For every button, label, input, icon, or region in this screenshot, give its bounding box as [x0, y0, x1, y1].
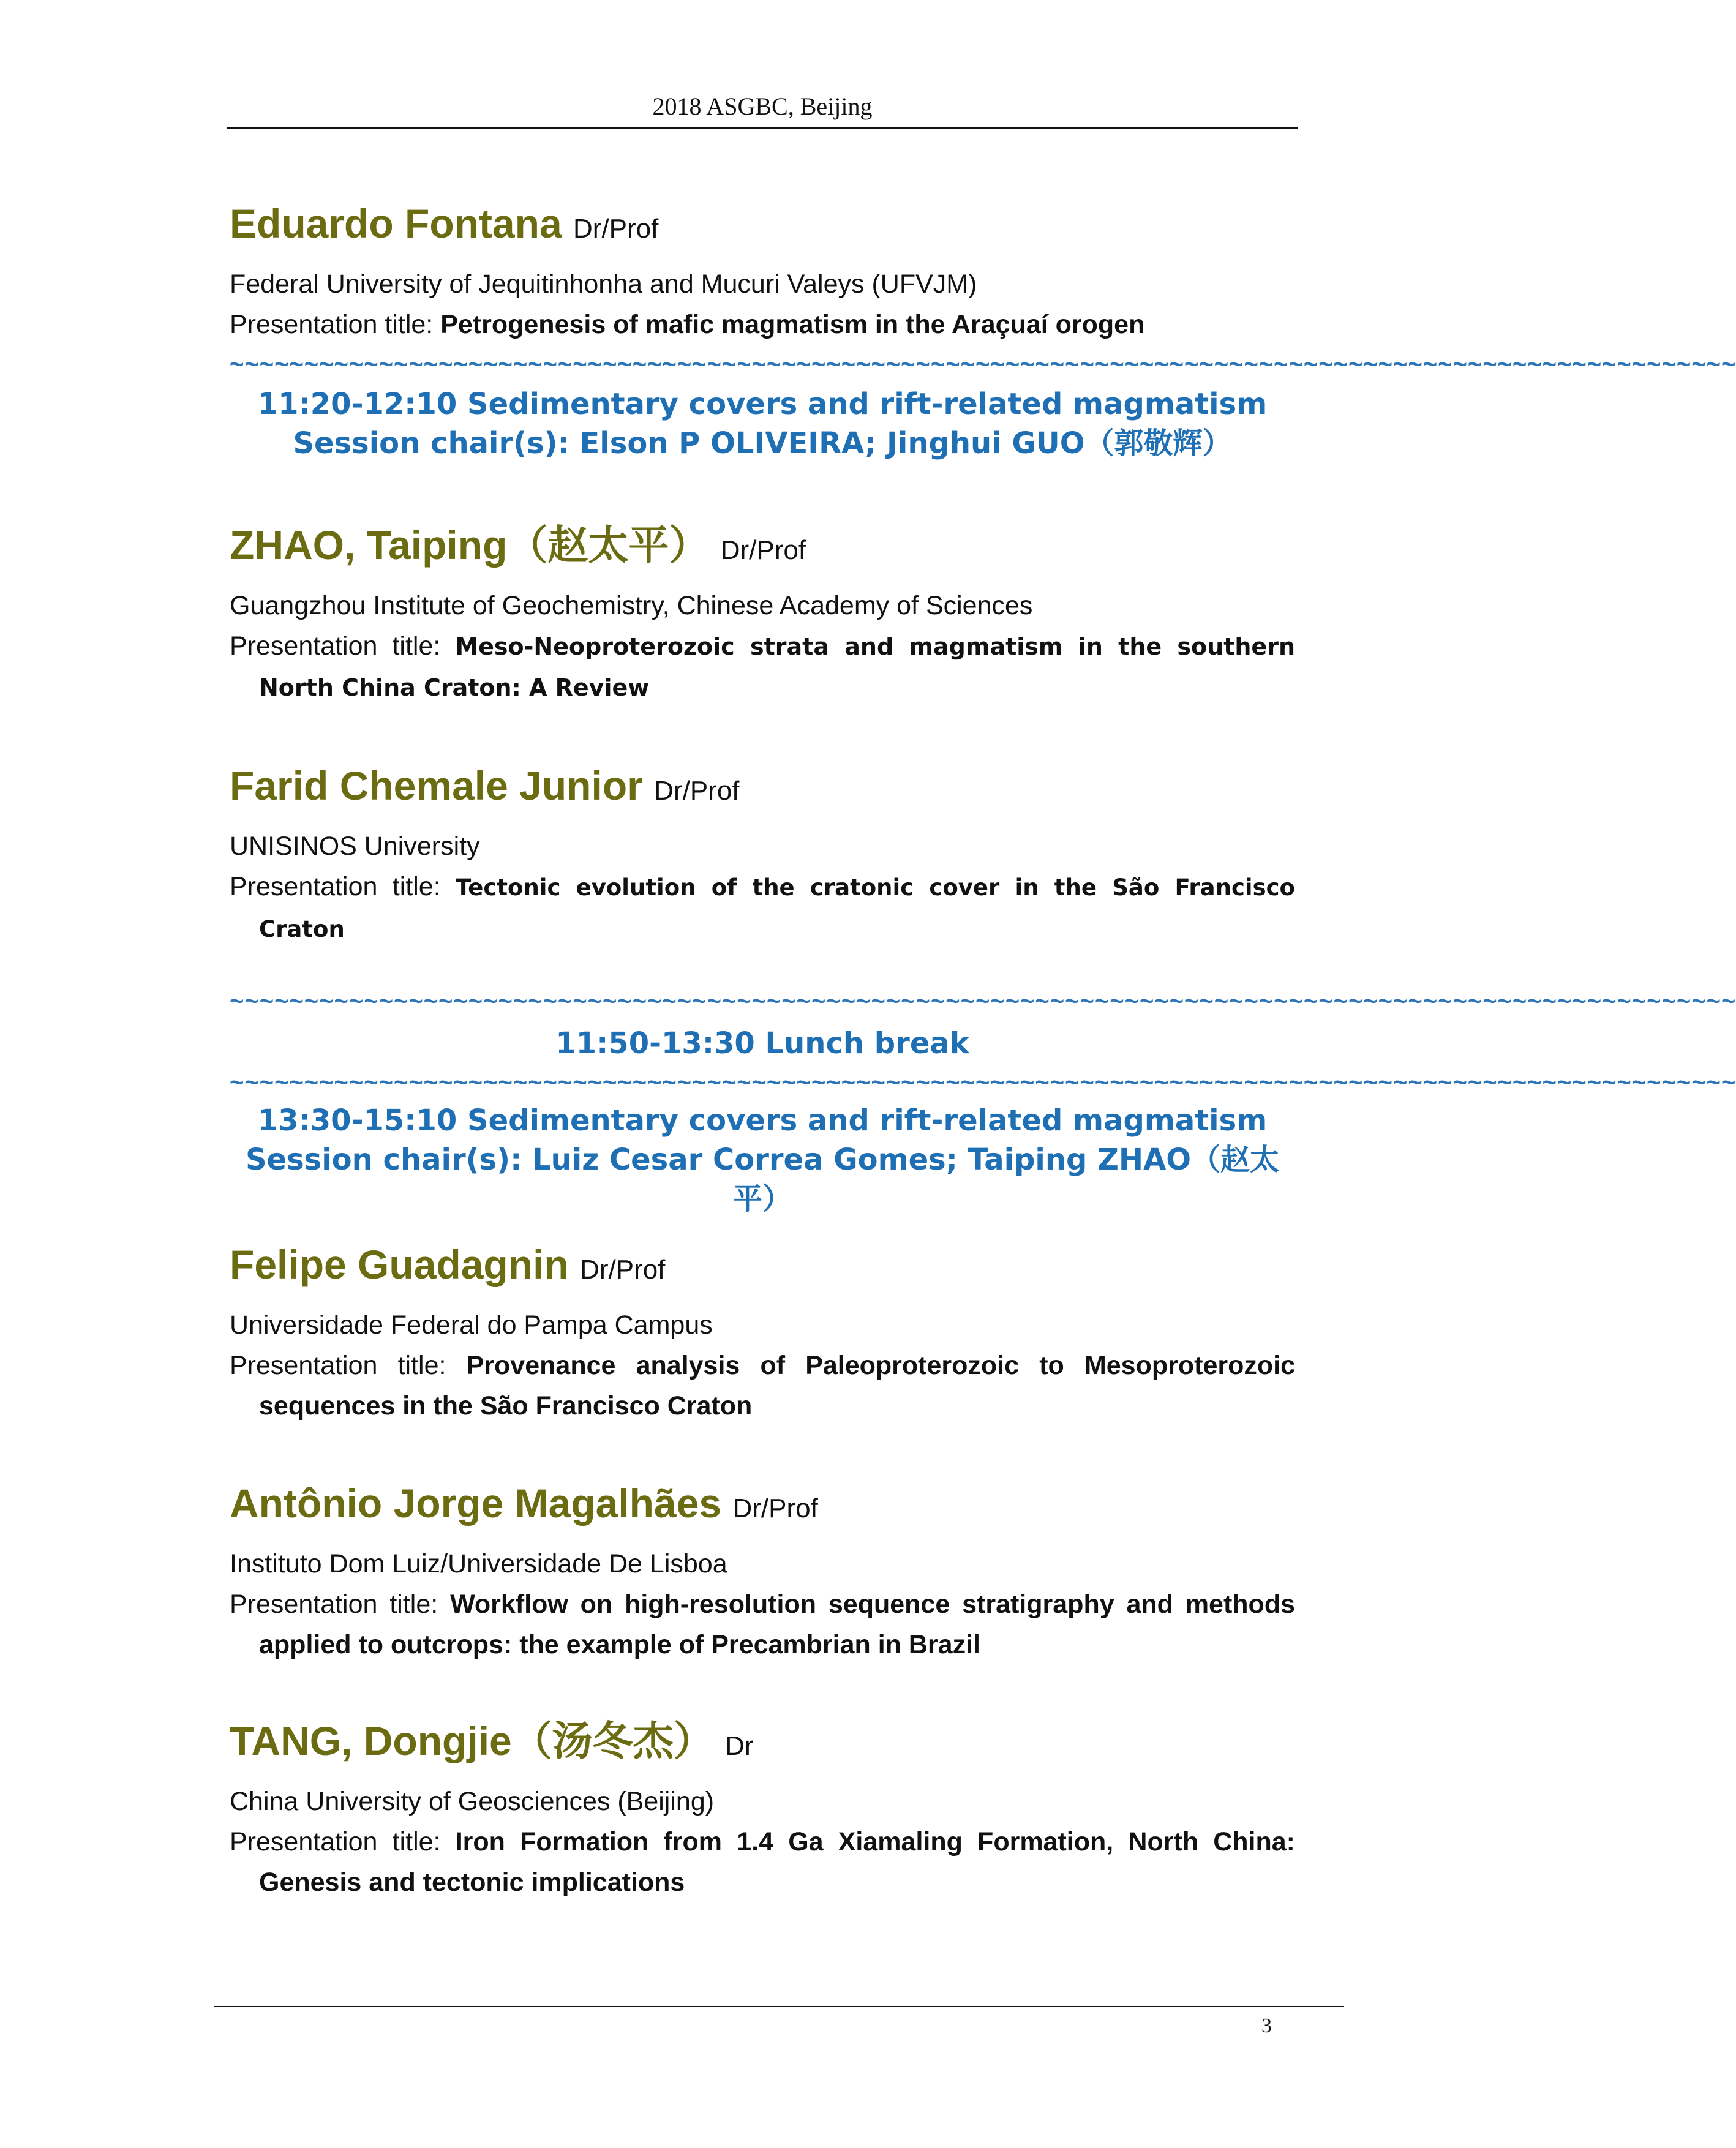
- session-time-topic: 11:20-12:10 Sedimentary covers and rift-related magmatism: [257, 387, 1268, 421]
- presentation-title: [230, 1345, 1295, 1426]
- speaker-title: Dr/Prof: [573, 214, 659, 244]
- speaker-name: [230, 1237, 1295, 1297]
- footer-divider: [214, 2006, 1344, 2007]
- speaker-name: [230, 758, 1295, 819]
- presentation-label: Presentation title:: [230, 1351, 446, 1380]
- speaker-affiliation: Federal University of Jequitinhonha and Mucuri Valeys (UFVJM): [230, 269, 977, 299]
- presentation-title-text: Petrogenesis of mafic magmatism in the Araçuaí orogen: [440, 310, 1145, 339]
- presentation-title: [230, 304, 1295, 345]
- presentation-label: Presentation title:: [230, 872, 441, 901]
- speaker-title: Dr/Prof: [732, 1493, 818, 1523]
- tilde-divider: ~~~~~~~~~~~~~~~~~~~~~~~~~~~~~~~~~~~~~~~~~~~~~~~~~~~~~~~~~~~~~~~~~~~~~~~~~~~~~~~~~~~~~~~~~~~~~~~~~~~~~: [230, 351, 1736, 378]
- presentation-title: [230, 626, 1295, 708]
- speaker-entry: [230, 196, 1295, 345]
- speaker-name: [230, 517, 1295, 578]
- speaker-name-text: Felipe Guadagnin: [230, 1242, 569, 1287]
- presentation-title: [230, 1822, 1295, 1902]
- presentation-title: [230, 1584, 1295, 1665]
- session-chairs: Session chair(s): Elson P OLIVEIRA; Jinghui GUO（郭敬辉）: [293, 426, 1232, 460]
- speaker-name: [230, 1713, 1295, 1774]
- presentation-title-text: Meso-Neoproterozoic strata and magmatism in the southern North China Craton: A Review: [259, 633, 1295, 701]
- session-chairs: Session chair(s): Luiz Cesar Correa Gomes; Taiping ZHAO（赵太平）: [245, 1143, 1280, 1216]
- presentation-label: Presentation title:: [230, 310, 434, 339]
- presentation-label: Presentation title:: [230, 1827, 441, 1857]
- speaker-name: [230, 1476, 1295, 1536]
- speaker-affiliation: Universidade Federal do Pampa Campus: [230, 1310, 713, 1340]
- tilde-divider: ~~~~~~~~~~~~~~~~~~~~~~~~~~~~~~~~~~~~~~~~~~~~~~~~~~~~~~~~~~~~~~~~~~~~~~~~~~~~~~~~~~~~~~~~~~~~~~~~~~~~~: [230, 988, 1736, 1015]
- page-header-title: 2018 ASGBC, Beijing: [652, 92, 873, 120]
- speaker-name-text: Eduardo Fontana: [230, 201, 562, 246]
- presentation-label: Presentation title:: [230, 631, 441, 661]
- speaker-title: Dr/Prof: [654, 776, 740, 806]
- speaker-affiliation: UNISINOS University: [230, 832, 480, 861]
- speaker-affiliation: Instituto Dom Luiz/Universidade De Lisboa: [230, 1549, 727, 1579]
- speaker-entry: [230, 758, 1295, 950]
- header-divider: [227, 127, 1298, 129]
- speaker-name-text: Antônio Jorge Magalhães: [230, 1481, 722, 1526]
- speaker-entry: [230, 1476, 1295, 1665]
- speaker-title: Dr: [725, 1731, 754, 1761]
- presentation-title-text: Iron Formation from 1.4 Ga Xiamaling Formation, North China: Genesis and tectonic implications: [259, 1827, 1295, 1897]
- speaker-entry: [230, 1713, 1295, 1902]
- speaker-entry: [230, 517, 1295, 708]
- speaker-name: [230, 196, 1295, 257]
- presentation-title: [230, 866, 1295, 950]
- speaker-name-text: TANG, Dongjie（汤冬杰）: [230, 1718, 714, 1763]
- speaker-title: Dr/Prof: [720, 535, 806, 565]
- speaker-affiliation: Guangzhou Institute of Geochemistry, Chinese Academy of Sciences: [230, 591, 1033, 620]
- speaker-name-text: ZHAO, Taiping（赵太平）: [230, 522, 710, 568]
- presentation-title-text: Provenance analysis of Paleoproterozoic to Mesoproterozoic sequences in the São Francisco Craton: [259, 1351, 1295, 1421]
- speaker-name-text: Farid Chemale Junior: [230, 763, 643, 808]
- tilde-divider: ~~~~~~~~~~~~~~~~~~~~~~~~~~~~~~~~~~~~~~~~~~~~~~~~~~~~~~~~~~~~~~~~~~~~~~~~~~~~~~~~~~~~~~~~~~~~~~~~~~~~~: [230, 1069, 1736, 1096]
- speaker-title: Dr/Prof: [580, 1255, 666, 1285]
- lunch-break: 11:50-13:30 Lunch break: [555, 1026, 969, 1061]
- session-header: [230, 1101, 1295, 1219]
- presentation-label: Presentation title:: [230, 1590, 438, 1619]
- presentation-title-text: Tectonic evolution of the cratonic cover in the São Francisco Craton: [259, 874, 1295, 942]
- page-number: 3: [1261, 2015, 1272, 2037]
- presentation-title-text: Workflow on high-resolution sequence stratigraphy and methods applied to outcrops: the example of Precambrian in Brazil: [259, 1590, 1296, 1659]
- speaker-entry: [230, 1237, 1295, 1426]
- session-time-topic: 13:30-15:10 Sedimentary covers and rift-related magmatism: [257, 1103, 1268, 1138]
- session-header: [230, 385, 1295, 463]
- speaker-affiliation: China University of Geosciences (Beijing): [230, 1787, 715, 1816]
